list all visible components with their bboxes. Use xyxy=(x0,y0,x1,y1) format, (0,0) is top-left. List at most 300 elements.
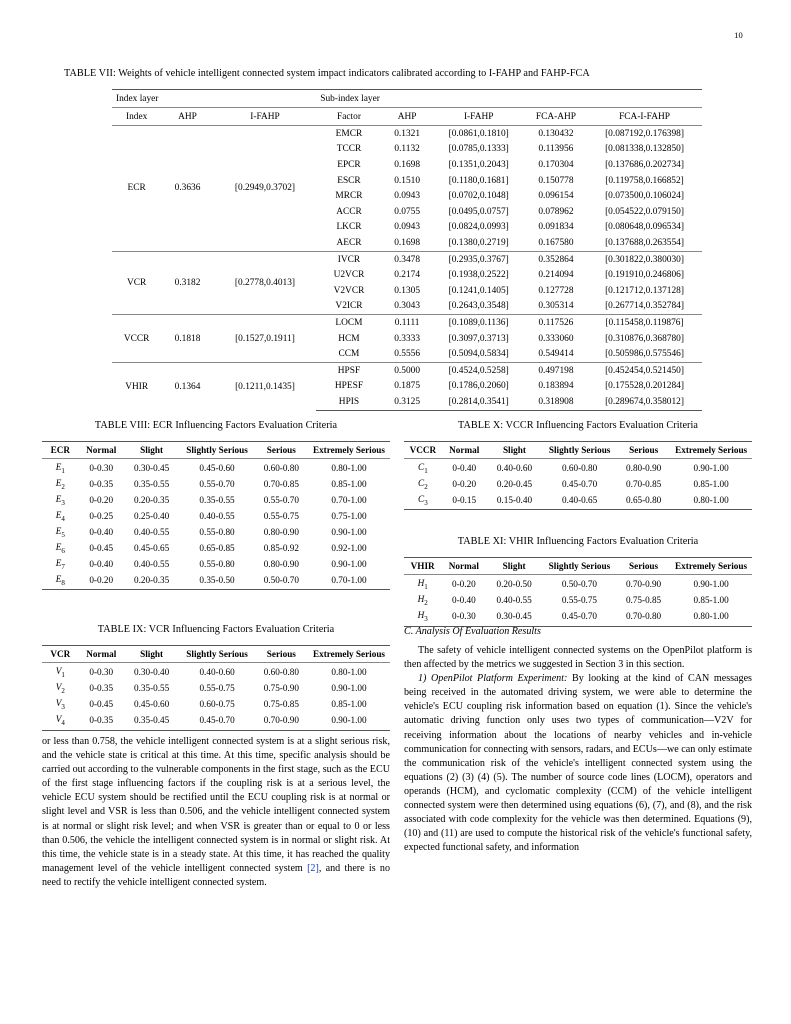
table-vii-factor: U2VCR xyxy=(333,270,365,281)
criteria-normal: 0-0.35 xyxy=(89,478,114,489)
criteria-extremely-serious: 0.90-1.00 xyxy=(693,579,729,590)
table-row xyxy=(42,476,390,492)
criteria-serious: 0.85-0.92 xyxy=(263,542,299,553)
criteria-slight: 0.30-0.45 xyxy=(486,608,542,626)
criteria-normal: 0-0.35 xyxy=(79,712,124,730)
table-vii-fca-ifahp: [0.310876,0.368780] xyxy=(605,333,684,344)
criteria-header-row xyxy=(42,442,390,459)
criteria-normal: 0-0.15 xyxy=(442,492,487,510)
criteria-slight: 0.40-0.55 xyxy=(496,595,532,606)
criteria-slightly-serious: 0.35-0.55 xyxy=(199,494,235,505)
criteria-normal: 0-0.45 xyxy=(89,699,114,710)
table-vii-factor: TCCR xyxy=(336,144,362,155)
criteria-header-extremely-serious: Extremely Serious xyxy=(308,442,390,459)
criteria-header-serious: Serious xyxy=(255,646,308,663)
criteria-slight: 0.20-0.35 xyxy=(124,572,180,590)
table-vii-factor-ifahp: [0.1380,0.2719] xyxy=(448,237,509,248)
table-vii-fca-ahp: 0.113956 xyxy=(538,144,574,155)
table-vii-factor-ifahp: [0.3097,0.3713] xyxy=(448,333,509,344)
column-header-ifahp-factor: I-FAHP xyxy=(433,108,525,126)
criteria-serious: 0.70-0.80 xyxy=(617,608,670,626)
criteria-header-serious: Serious xyxy=(617,558,670,575)
table-row xyxy=(42,662,390,680)
table-vii-factor-ahp: 0.0755 xyxy=(394,206,420,217)
table-vii-factor-ifahp: [0.0495,0.0757] xyxy=(448,206,509,217)
table-vii-factor: IVCR xyxy=(316,251,381,267)
criteria-slight: 0.30-0.40 xyxy=(134,667,170,678)
criteria-header-slight: Slight xyxy=(124,646,180,663)
criteria-header-row xyxy=(404,442,752,459)
criteria-serious: 0.60-0.80 xyxy=(263,462,299,473)
criteria-slight: 0.40-0.55 xyxy=(133,526,170,537)
left-paragraph xyxy=(42,735,390,890)
criteria-header-key: VHIR xyxy=(404,558,441,575)
table-vii-factor: ACCR xyxy=(336,206,362,217)
criteria-slight: 0.35-0.45 xyxy=(124,712,180,730)
table-vii-caption: TABLE VII: Weights of vehicle intelligent connected system impact indicators calibrated according to I-FAHP and FAHP-FCA xyxy=(64,68,590,79)
table-vii-factor-ahp: 0.1510 xyxy=(394,175,420,186)
criteria-slight: 0.40-0.55 xyxy=(133,559,170,569)
criteria-serious: 0.70-0.90 xyxy=(255,712,308,730)
criteria-slight: 0.30-0.45 xyxy=(133,462,170,473)
table-vii-index-name: VHIR xyxy=(112,362,161,410)
right-paragraph-2-text: By looking at the kind of CAN messages being received in the automated driving system, we were able to determine the vehicle's ECU coupling risk information based on equation (1). Since the vehicle's automatic driving function only uses two types of communication—V2V for receiving information about the locations of nearby vehicles and in-vehicle communication for connecting with sensors, radars, and ECUs—we can only estimate the communication risk of the vehicle's intelligent connected system using the equations (2) (3) (4) (5). The number of source code lines (LOCM), operators and operands (HCM), and cyclomatic complexity (CCM) of the vehicle intelligent connected system were then determined using equations (6), (7), and (8), and the risk associated with code complexity for the vehicle was then determined. Equations (9), (10) and (11) are used to compute the historical risk of the vehicle's functional safety, expected functional safety, and information xyxy=(404,673,752,854)
table-vii-index-ahp: 0.3636 xyxy=(161,126,213,252)
criteria-serious: 0.75-0.85 xyxy=(263,699,299,710)
criteria-slight: 0.25-0.40 xyxy=(133,510,170,521)
table-xi xyxy=(404,557,752,626)
criteria-row-key: $E_7$ xyxy=(55,557,65,571)
right-paragraph-2 xyxy=(404,672,752,855)
table-vii-row xyxy=(112,251,702,267)
criteria-serious: 0.60-0.80 xyxy=(263,667,299,678)
table-vii-fca-ahp: 0.183894 xyxy=(538,381,574,392)
table-viii xyxy=(42,441,390,590)
table-vii-factor-ahp: 0.0943 xyxy=(394,191,420,202)
criteria-normal: 0-0.30 xyxy=(441,608,486,626)
left-column-tables xyxy=(42,420,390,757)
table-x-block xyxy=(404,420,752,510)
table-vii-factor-ifahp: [0.1241,0.1405] xyxy=(448,285,509,296)
table-vii-fca-ahp: 0.091834 xyxy=(538,222,574,233)
table-vii-fca-ifahp: [0.121712,0.137128] xyxy=(605,285,684,296)
table-vii-fca-ahp: 0.549414 xyxy=(538,349,574,360)
table-vii-factor-ahp: 0.1321 xyxy=(382,126,433,142)
table-vii-factor-ifahp: [0.1180,0.1681] xyxy=(448,175,509,186)
criteria-extremely-serious: 0.90-1.00 xyxy=(693,462,729,473)
criteria-row-key: $V_3$ xyxy=(55,697,65,711)
criteria-extremely-serious: 0.85-1.00 xyxy=(331,478,367,489)
table-row xyxy=(42,524,390,540)
table-vii-factor-ahp: 0.3478 xyxy=(382,251,433,267)
left-paragraph-text-1: or less than 0.758, the vehicle intelligent connected system is at a slight serious risk, and the vehicle state is critical at this time. At this time, specific analysis should be carried out according to the vulnerable components in the first stage, such as the ECU of the first stage influencing factors if the coupling risk is at a serious level, the vehicle ECU system should be rectified until the ECU coupling risk is at normal or slight level and VSR is less than 0.506, and the vehicle intelligent connected system is at normal or slight risk level; and when VSR is greater than or equal to 0 or less than 0.506, the vehicle the intelligent connected system is in normal or slight risk. At this time, the vehicle state is in a steady state. At this time, it has reached the quality management level of the vehicle intelligent connected system xyxy=(42,736,390,874)
table-vii-factor-ifahp: [0.4524,0.5258] xyxy=(433,362,525,378)
criteria-extremely-serious: 0.75-1.00 xyxy=(331,510,367,521)
criteria-body xyxy=(42,458,390,590)
table-vii-factor-ahp: 0.3125 xyxy=(382,394,433,410)
table-vii-factor-ahp: 0.1875 xyxy=(394,381,420,392)
column-header-fca-i-fahp: FCA-I-FAHP xyxy=(587,108,702,126)
criteria-header-extremely-serious: Extremely Serious xyxy=(670,442,752,459)
criteria-row-key: $E_6$ xyxy=(55,541,65,555)
criteria-normal: 0-0.35 xyxy=(89,683,114,694)
table-vii-row xyxy=(112,126,702,142)
criteria-slight: 0.20-0.50 xyxy=(496,579,532,590)
right-column-prose xyxy=(404,626,752,855)
table-ix-caption: TABLE IX: VCR Influencing Factors Evaluation Criteria xyxy=(97,624,335,636)
table-vii-fca-ifahp: [0.505986,0.575546] xyxy=(605,349,684,360)
criteria-slightly-serious: 0.55-0.70 xyxy=(199,478,235,489)
criteria-serious: 0.80-0.90 xyxy=(626,462,662,473)
table-viii-block xyxy=(42,420,390,590)
table-vii-fca-ahp: 0.352864 xyxy=(525,251,587,267)
page-number: 10 xyxy=(734,30,743,40)
criteria-slightly-serious: 0.55-0.80 xyxy=(199,559,235,569)
criteria-extremely-serious: 0.90-1.00 xyxy=(331,559,367,569)
table-vii-factor-ahp: 0.1698 xyxy=(394,237,420,248)
criteria-row-key: $C_1$ xyxy=(418,461,428,475)
criteria-header-normal: Normal xyxy=(79,442,124,459)
table-vii-fca-ifahp: [0.087192,0.176398] xyxy=(587,126,702,142)
section-heading-c: C. Analysis Of Evaluation Results xyxy=(404,626,541,637)
column-header-factor: Factor xyxy=(316,108,381,126)
criteria-row-key: $H_2$ xyxy=(417,593,428,607)
table-vii-factor-ifahp: [0.2643,0.3548] xyxy=(448,301,509,312)
left-paragraph-text-2: , and there is no need to rectify the vehicle intelligent connected system. xyxy=(42,862,390,888)
table-vii-fca-ahp: 0.150778 xyxy=(538,175,574,186)
criteria-slightly-serious: 0.35-0.50 xyxy=(179,572,254,590)
criteria-header-slight: Slight xyxy=(486,558,542,575)
table-vii-fca-ahp: 0.170304 xyxy=(538,159,574,170)
criteria-slightly-serious: 0.45-0.70 xyxy=(542,608,617,626)
table-vii-factor-ahp: 0.1111 xyxy=(382,315,433,331)
criteria-body xyxy=(404,458,752,510)
criteria-slightly-serious: 0.60-0.75 xyxy=(199,699,235,710)
table-vii-fca-ahp: 0.318908 xyxy=(525,394,587,410)
criteria-header-slight: Slight xyxy=(487,442,542,459)
criteria-header-extremely-serious: Extremely Serious xyxy=(670,558,752,575)
table-row xyxy=(404,458,752,476)
table-vii-column-header-row xyxy=(112,108,702,126)
criteria-slightly-serious: 0.40-0.65 xyxy=(542,492,617,510)
criteria-slight: 0.35-0.55 xyxy=(134,683,170,694)
table-vii-fca-ifahp: [0.267714,0.352784] xyxy=(605,301,684,312)
table-vii-index-ifahp: [0.1211,0.1435] xyxy=(214,362,317,410)
criteria-serious: 0.80-0.90 xyxy=(263,526,299,537)
table-vii-factor: ESCR xyxy=(337,175,361,186)
table-vii-fca-ifahp: [0.119758,0.166852] xyxy=(605,175,684,186)
table-row xyxy=(42,680,390,696)
table-vii-factor: CCM xyxy=(338,349,360,360)
table-row xyxy=(42,712,390,730)
table-vii-groups xyxy=(112,126,702,411)
criteria-header-row xyxy=(404,558,752,575)
criteria-normal: 0-0.45 xyxy=(89,542,114,553)
table-row xyxy=(42,458,390,476)
table-vii-factor: HPSF xyxy=(316,362,381,378)
criteria-slightly-serious: 0.45-0.70 xyxy=(562,478,598,489)
table-row xyxy=(404,476,752,492)
criteria-slightly-serious: 0.55-0.75 xyxy=(561,595,598,606)
right-paragraph-1: The safety of vehicle intelligent connected systems on the OpenPilot platform is then affected by the metrics we suggested in Section 3 in this section. xyxy=(404,645,752,671)
criteria-normal: 0-0.30 xyxy=(89,462,114,473)
criteria-header-slightly-serious: Slightly Serious xyxy=(179,442,254,459)
criteria-row-key: $V_2$ xyxy=(55,681,65,695)
table-row xyxy=(404,492,752,510)
table-vii-factor: LOCM xyxy=(316,315,381,331)
criteria-extremely-serious: 0.80-1.00 xyxy=(331,462,367,473)
criteria-header-serious: Serious xyxy=(255,442,308,459)
table-viii-caption: TABLE VIII: ECR Influencing Factors Evaluation Criteria xyxy=(94,420,338,431)
table-row xyxy=(42,572,390,590)
column-header-fca-ahp: FCA-AHP xyxy=(525,108,587,126)
criteria-row-key: $E_5$ xyxy=(55,525,65,539)
table-vii-factor: V2VCR xyxy=(333,285,365,296)
criteria-header-extremely-serious: Extremely Serious xyxy=(308,646,390,663)
column-header-ahp-index: AHP xyxy=(161,108,213,126)
criteria-serious: 0.55-0.75 xyxy=(263,510,299,521)
criteria-extremely-serious: 0.80-1.00 xyxy=(670,492,752,510)
table-vii-index-name: VCR xyxy=(112,251,161,314)
table-vii-factor-ahp: 0.1698 xyxy=(394,159,420,170)
table-vii-fca-ifahp: [0.115458,0.119876] xyxy=(587,315,702,331)
table-vii-index-ahp: 0.3182 xyxy=(161,251,213,314)
table-vii-fca-ifahp: [0.054522,0.079150] xyxy=(605,206,684,217)
criteria-row-key: $V_4$ xyxy=(42,712,79,730)
table-vii-factor-ifahp: [0.1938,0.2522] xyxy=(448,270,509,281)
table-vii-index-ifahp: [0.2778,0.4013] xyxy=(214,251,317,314)
criteria-header-key: VCR xyxy=(42,646,79,663)
table-vii-factor-ahp: 0.1132 xyxy=(394,144,420,155)
table-vii-fca-ifahp: [0.289674,0.358012] xyxy=(587,394,702,410)
criteria-serious: 0.80-0.90 xyxy=(263,559,299,569)
criteria-header-row xyxy=(42,646,390,663)
table-vii-index-ahp: 0.1364 xyxy=(161,362,213,410)
criteria-extremely-serious: 0.80-1.00 xyxy=(331,667,367,678)
criteria-serious: 0.55-0.70 xyxy=(263,494,299,505)
criteria-slightly-serious: 0.45-0.60 xyxy=(199,462,235,473)
criteria-slightly-serious: 0.65-0.85 xyxy=(199,542,235,553)
criteria-serious: 0.50-0.70 xyxy=(255,572,308,590)
table-vii-index-ahp: 0.1818 xyxy=(161,315,213,363)
criteria-row-key: $C_3$ xyxy=(404,492,442,510)
table-vii-factor-ifahp: [0.5094,0.5834] xyxy=(448,349,509,360)
column-header-index: Index xyxy=(112,108,161,126)
table-row xyxy=(404,574,752,592)
criteria-row-key: $H_3$ xyxy=(404,608,441,626)
criteria-row-key: $E_2$ xyxy=(55,477,65,491)
criteria-extremely-serious: 0.85-1.00 xyxy=(331,699,367,710)
criteria-serious: 0.70-0.90 xyxy=(625,579,662,590)
criteria-normal: 0-0.25 xyxy=(89,510,114,521)
table-vii-fca-ifahp: [0.452454,0.521450] xyxy=(587,362,702,378)
table-vii-fca-ifahp: [0.073500,0.106024] xyxy=(605,191,684,202)
table-vii-factor-ifahp: [0.2935,0.3767] xyxy=(433,251,525,267)
table-vii-factor: MRCR xyxy=(335,191,363,202)
table-vii-fca-ahp: 0.117526 xyxy=(525,315,587,331)
criteria-extremely-serious: 0.90-1.00 xyxy=(331,526,367,537)
criteria-serious: 0.65-0.80 xyxy=(617,492,670,510)
criteria-header-normal: Normal xyxy=(442,442,487,459)
table-vii-factor: EPCR xyxy=(337,159,361,170)
criteria-normal: 0-0.30 xyxy=(89,667,114,678)
criteria-row-key: $E_1$ xyxy=(55,461,65,475)
table-vii-fca-ahp: 0.497198 xyxy=(525,362,587,378)
table-vii-fca-ahp: 0.167580 xyxy=(538,237,574,248)
criteria-slight: 0.35-0.55 xyxy=(133,478,170,489)
criteria-normal: 0-0.20 xyxy=(79,572,124,590)
criteria-serious: 0.70-0.85 xyxy=(263,478,299,489)
table-vii-factor: HPESF xyxy=(334,381,364,392)
table-row xyxy=(42,556,390,572)
subsection-lead-openpilot: 1) OpenPilot Platform Experiment: xyxy=(418,673,568,685)
table-vii-factor-ahp: 0.5556 xyxy=(394,349,420,360)
table-vii-factor-ahp: 0.1305 xyxy=(394,285,420,296)
table-vii-fca-ahp: 0.333060 xyxy=(538,333,574,344)
criteria-slight: 0.45-0.65 xyxy=(133,542,170,553)
table-vii-row xyxy=(112,362,702,378)
table-vii-index-ifahp: [0.2949,0.3702] xyxy=(214,126,317,252)
criteria-extremely-serious: 0.85-1.00 xyxy=(693,595,729,606)
table-vii-factor-ifahp: [0.0861,0.1810] xyxy=(433,126,525,142)
criteria-extremely-serious: 0.92-1.00 xyxy=(331,542,367,553)
criteria-row-key: $C_2$ xyxy=(418,477,428,491)
criteria-extremely-serious: 0.90-1.00 xyxy=(308,712,390,730)
criteria-row-key: $E_4$ xyxy=(55,509,65,523)
criteria-body xyxy=(42,662,390,730)
table-vii-body xyxy=(112,90,702,126)
table-vii-factor: HCM xyxy=(338,333,360,344)
table-x-caption: TABLE X: VCCR Influencing Factors Evaluation Criteria xyxy=(458,420,698,431)
criteria-header-slightly-serious: Slightly Serious xyxy=(542,558,617,575)
table-row xyxy=(404,592,752,608)
table-row xyxy=(42,508,390,524)
column-header-ahp-factor: AHP xyxy=(382,108,433,126)
criteria-extremely-serious: 0.85-1.00 xyxy=(693,478,729,489)
criteria-normal: 0-0.40 xyxy=(89,526,114,537)
table-row xyxy=(42,540,390,556)
left-column-prose xyxy=(42,735,390,890)
table-row xyxy=(42,696,390,712)
criteria-extremely-serious: 0.70-1.00 xyxy=(331,494,367,505)
criteria-header-slightly-serious: Slightly Serious xyxy=(179,646,254,663)
criteria-row-key: $V_1$ xyxy=(55,665,65,679)
table-x xyxy=(404,441,752,510)
criteria-normal: 0-0.20 xyxy=(452,478,477,489)
criteria-extremely-serious: 0.90-1.00 xyxy=(331,683,367,694)
table-vii-fca-ifahp: [0.191910,0.246806] xyxy=(605,270,684,281)
criteria-row-key: $E_8$ xyxy=(42,572,79,590)
table-vii-factor-ifahp: [0.0785,0.1333] xyxy=(448,144,509,155)
table-vii-factor: LKCR xyxy=(336,222,362,233)
table-vii-factor: EMCR xyxy=(316,126,381,142)
criteria-header-normal: Normal xyxy=(441,558,486,575)
table-vii-factor-ahp: 0.5000 xyxy=(382,362,433,378)
criteria-slightly-serious: 0.55-0.75 xyxy=(199,683,235,694)
criteria-slight: 0.20-0.35 xyxy=(133,494,170,505)
citation-link-2[interactable]: [2] xyxy=(307,862,319,874)
criteria-header-slightly-serious: Slightly Serious xyxy=(542,442,617,459)
criteria-extremely-serious: 0.70-1.00 xyxy=(308,572,390,590)
table-vii-fca-ahp: 0.305314 xyxy=(538,301,574,312)
table-vii-fca-ifahp: [0.301822,0.380030] xyxy=(587,251,702,267)
table-vii-factor-ifahp: [0.0824,0.0993] xyxy=(448,222,509,233)
criteria-normal: 0-0.20 xyxy=(451,579,476,590)
table-vii-factor-ifahp: [0.1351,0.2043] xyxy=(448,159,509,170)
right-column-tables xyxy=(404,420,752,653)
criteria-header-serious: Serious xyxy=(617,442,670,459)
criteria-body xyxy=(404,574,752,626)
table-xi-block xyxy=(404,536,752,626)
criteria-normal: 0-0.20 xyxy=(89,494,114,505)
table-vii-factor-ahp: 0.3043 xyxy=(394,301,420,312)
criteria-header-normal: Normal xyxy=(79,646,124,663)
table-vii-fca-ahp: 0.078962 xyxy=(538,206,574,217)
table-vii-factor-ahp: 0.2174 xyxy=(394,270,420,281)
table-vii-index-name: ECR xyxy=(112,126,161,252)
table-vii-index-ifahp: [0.1527,0.1911] xyxy=(214,315,317,363)
table-vii xyxy=(112,89,702,411)
table-vii-factor-ahp: 0.3333 xyxy=(394,333,420,344)
header-sub-index-layer: Sub-index layer xyxy=(316,90,702,108)
table-vii-fca-ahp: 0.096154 xyxy=(538,191,574,202)
table-vii-factor: HPIS xyxy=(316,394,381,410)
table-vii-fca-ifahp: [0.081338,0.132850] xyxy=(605,144,684,155)
table-xi-caption: TABLE XI: VHIR Influencing Factors Evaluation Criteria xyxy=(457,536,699,548)
criteria-serious: 0.75-0.85 xyxy=(625,595,662,606)
criteria-slight: 0.40-0.60 xyxy=(496,462,533,473)
criteria-slightly-serious: 0.50-0.70 xyxy=(561,579,598,590)
criteria-slightly-serious: 0.45-0.70 xyxy=(179,712,254,730)
column-header-ifahp-index: I-FAHP xyxy=(214,108,317,126)
table-row xyxy=(404,608,752,626)
criteria-slight: 0.45-0.60 xyxy=(134,699,170,710)
table-vii-factor: V2ICR xyxy=(335,301,363,312)
table-vii-fca-ahp: 0.214094 xyxy=(538,270,574,281)
table-vii-fca-ifahp: [0.137688,0.263554] xyxy=(605,237,684,248)
table-ix xyxy=(42,645,390,730)
table-vii-factor-ifahp: [0.1786,0.2060] xyxy=(448,381,509,392)
criteria-normal: 0-0.40 xyxy=(452,462,477,473)
table-vii-fca-ifahp: [0.175528,0.201284] xyxy=(605,381,684,392)
criteria-extremely-serious: 0.80-1.00 xyxy=(670,608,752,626)
criteria-slight: 0.20-0.45 xyxy=(496,478,533,489)
criteria-serious: 0.70-0.85 xyxy=(626,478,662,489)
criteria-header-slight: Slight xyxy=(124,442,180,459)
criteria-slightly-serious: 0.60-0.80 xyxy=(562,462,598,473)
table-vii-fca-ahp: 0.130432 xyxy=(525,126,587,142)
table-vii-factor-ifahp: [0.2814,0.3541] xyxy=(433,394,525,410)
criteria-serious: 0.75-0.90 xyxy=(263,683,299,694)
criteria-row-key: $E_3$ xyxy=(55,493,65,507)
table-vii-fca-ifahp: [0.080648,0.096534] xyxy=(605,222,684,233)
criteria-row-key: $H_1$ xyxy=(417,577,428,591)
table-ix-block xyxy=(42,624,390,730)
table-vii-factor-ifahp: [0.0702,0.1048] xyxy=(448,191,509,202)
table-row xyxy=(42,492,390,508)
table-vii-block xyxy=(64,68,729,411)
table-vii-index-name: VCCR xyxy=(112,315,161,363)
criteria-header-key: VCCR xyxy=(404,442,442,459)
criteria-slightly-serious: 0.40-0.55 xyxy=(199,510,235,521)
table-vii-factor-ifahp: [0.1089,0.1136] xyxy=(433,315,525,331)
table-vii-row xyxy=(112,315,702,331)
table-vii-factor: AECR xyxy=(336,237,362,248)
criteria-normal: 0-0.40 xyxy=(451,595,476,606)
criteria-slight: 0.15-0.40 xyxy=(487,492,542,510)
table-vii-factor-ahp: 0.0943 xyxy=(394,222,420,233)
criteria-slightly-serious: 0.55-0.80 xyxy=(199,526,235,537)
